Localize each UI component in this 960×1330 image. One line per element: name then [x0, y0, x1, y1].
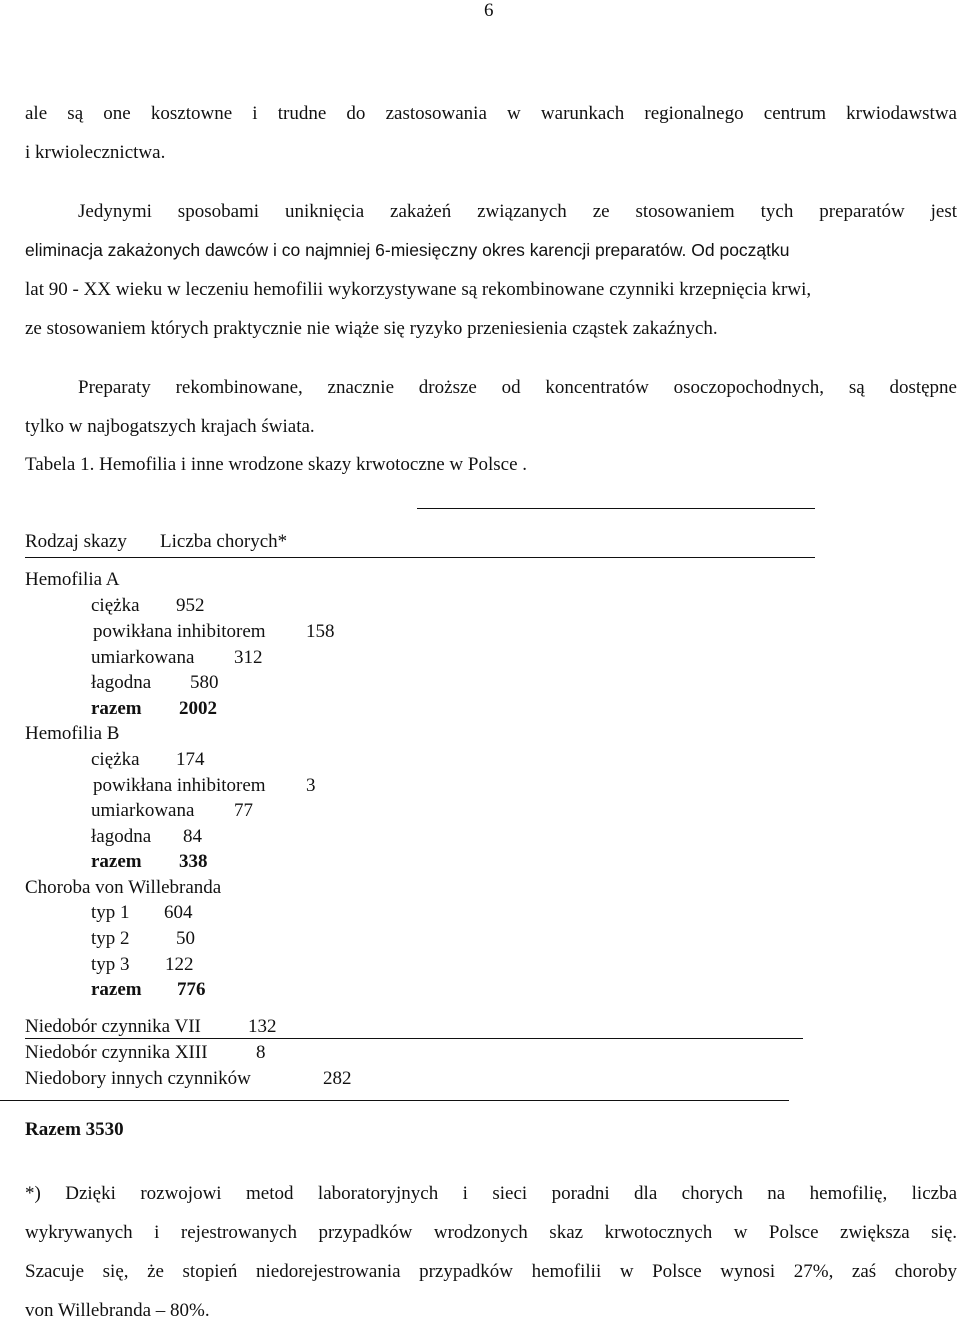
- group-title: Choroba von Willebranda: [25, 877, 222, 898]
- table-rule: [25, 1038, 803, 1039]
- group-title: Hemofilia A: [25, 569, 120, 590]
- row-label: typ 3: [91, 954, 130, 975]
- row-value: 2002: [179, 698, 217, 719]
- table-rule-header: [25, 557, 815, 558]
- row-label: Niedobór czynnika VII: [25, 1016, 201, 1037]
- footnote-line: Szacuje się, że stopień niedorejestrowania przypadków hemofilii w Polsce wynosi 27%, zaś choroby: [25, 1261, 957, 1282]
- table-rule-bottom: [0, 1100, 789, 1101]
- row-value: 158: [306, 621, 335, 642]
- row-value: 84: [183, 826, 202, 847]
- row-label: typ 2: [91, 928, 130, 949]
- row-value: 282: [323, 1068, 352, 1089]
- row-label: razem: [91, 698, 142, 719]
- paragraph-line: lat 90 - XX wieku w leczeniu hemofilii wykorzystywane są rekombinowane czynniki krzepnięcia krwi,: [25, 279, 812, 300]
- table-total: Razem 3530: [25, 1119, 124, 1140]
- row-value: 604: [164, 902, 193, 923]
- row-label: powikłana inhibitorem: [93, 621, 266, 642]
- row-label: razem: [91, 979, 142, 1000]
- row-label: umiarkowana: [91, 647, 195, 668]
- row-value: 312: [234, 647, 263, 668]
- table-header-col1: Rodzaj skazy: [25, 531, 127, 552]
- row-value: 8: [256, 1042, 266, 1063]
- table-rule-top: [417, 508, 815, 509]
- row-label: ciężka: [91, 749, 140, 770]
- row-label: łagodna: [91, 826, 152, 847]
- row-label: Niedobory innych czynników: [25, 1068, 251, 1089]
- row-value: 3: [306, 775, 316, 796]
- row-label: umiarkowana: [91, 800, 195, 821]
- row-value: 122: [165, 954, 194, 975]
- row-value: 50: [176, 928, 195, 949]
- paragraph-line: Jedynymi sposobami uniknięcia zakażeń związanych ze stosowaniem tych preparatów jest: [78, 201, 957, 222]
- table-header-col2: Liczba chorych*: [160, 531, 288, 552]
- row-label: typ 1: [91, 902, 130, 923]
- row-value: 580: [190, 672, 219, 693]
- row-label: razem: [91, 851, 142, 872]
- paragraph-line: eliminacja zakażonych dawców i co najmniej 6-miesięczny okres karencji preparatów. Od początku: [25, 240, 790, 260]
- row-value: 952: [176, 595, 205, 616]
- row-label: łagodna: [91, 672, 152, 693]
- row-label: powikłana inhibitorem: [93, 775, 266, 796]
- paragraph-line: Preparaty rekombinowane, znacznie droższe od koncentratów osoczopochodnych, są dostępne: [78, 377, 957, 398]
- paragraph-line: ze stosowaniem których praktycznie nie wiąże się ryzyko przeniesienia cząstek zakaźnych.: [25, 318, 718, 339]
- row-value: 132: [248, 1016, 277, 1037]
- row-label: Niedobór czynnika XIII: [25, 1042, 208, 1063]
- paragraph-line: ale są one kosztowne i trudne do zastosowania w warunkach regionalnego centrum krwiodawstwa: [25, 103, 957, 124]
- footnote-line: von Willebranda – 80%.: [25, 1300, 210, 1321]
- page-number: 6: [484, 0, 494, 21]
- group-title: Hemofilia B: [25, 723, 120, 744]
- row-value: 174: [176, 749, 205, 770]
- row-value: 776: [177, 979, 206, 1000]
- table-caption: Tabela 1. Hemofilia i inne wrodzone skazy krwotoczne w Polsce .: [25, 454, 528, 475]
- row-label: ciężka: [91, 595, 140, 616]
- row-value: 338: [179, 851, 208, 872]
- footnote-line: wykrywanych i rejestrowanych przypadków wrodzonych skaz krwotocznych w Polsce zwiększa się.: [25, 1222, 957, 1243]
- paragraph-line: i krwiolecznictwa.: [25, 142, 166, 163]
- paragraph-line: tylko w najbogatszych krajach świata.: [25, 416, 315, 437]
- row-value: 77: [234, 800, 253, 821]
- footnote-line: *) Dzięki rozwojowi metod laboratoryjnych i sieci poradni dla chorych na hemofilię, liczba: [25, 1183, 957, 1204]
